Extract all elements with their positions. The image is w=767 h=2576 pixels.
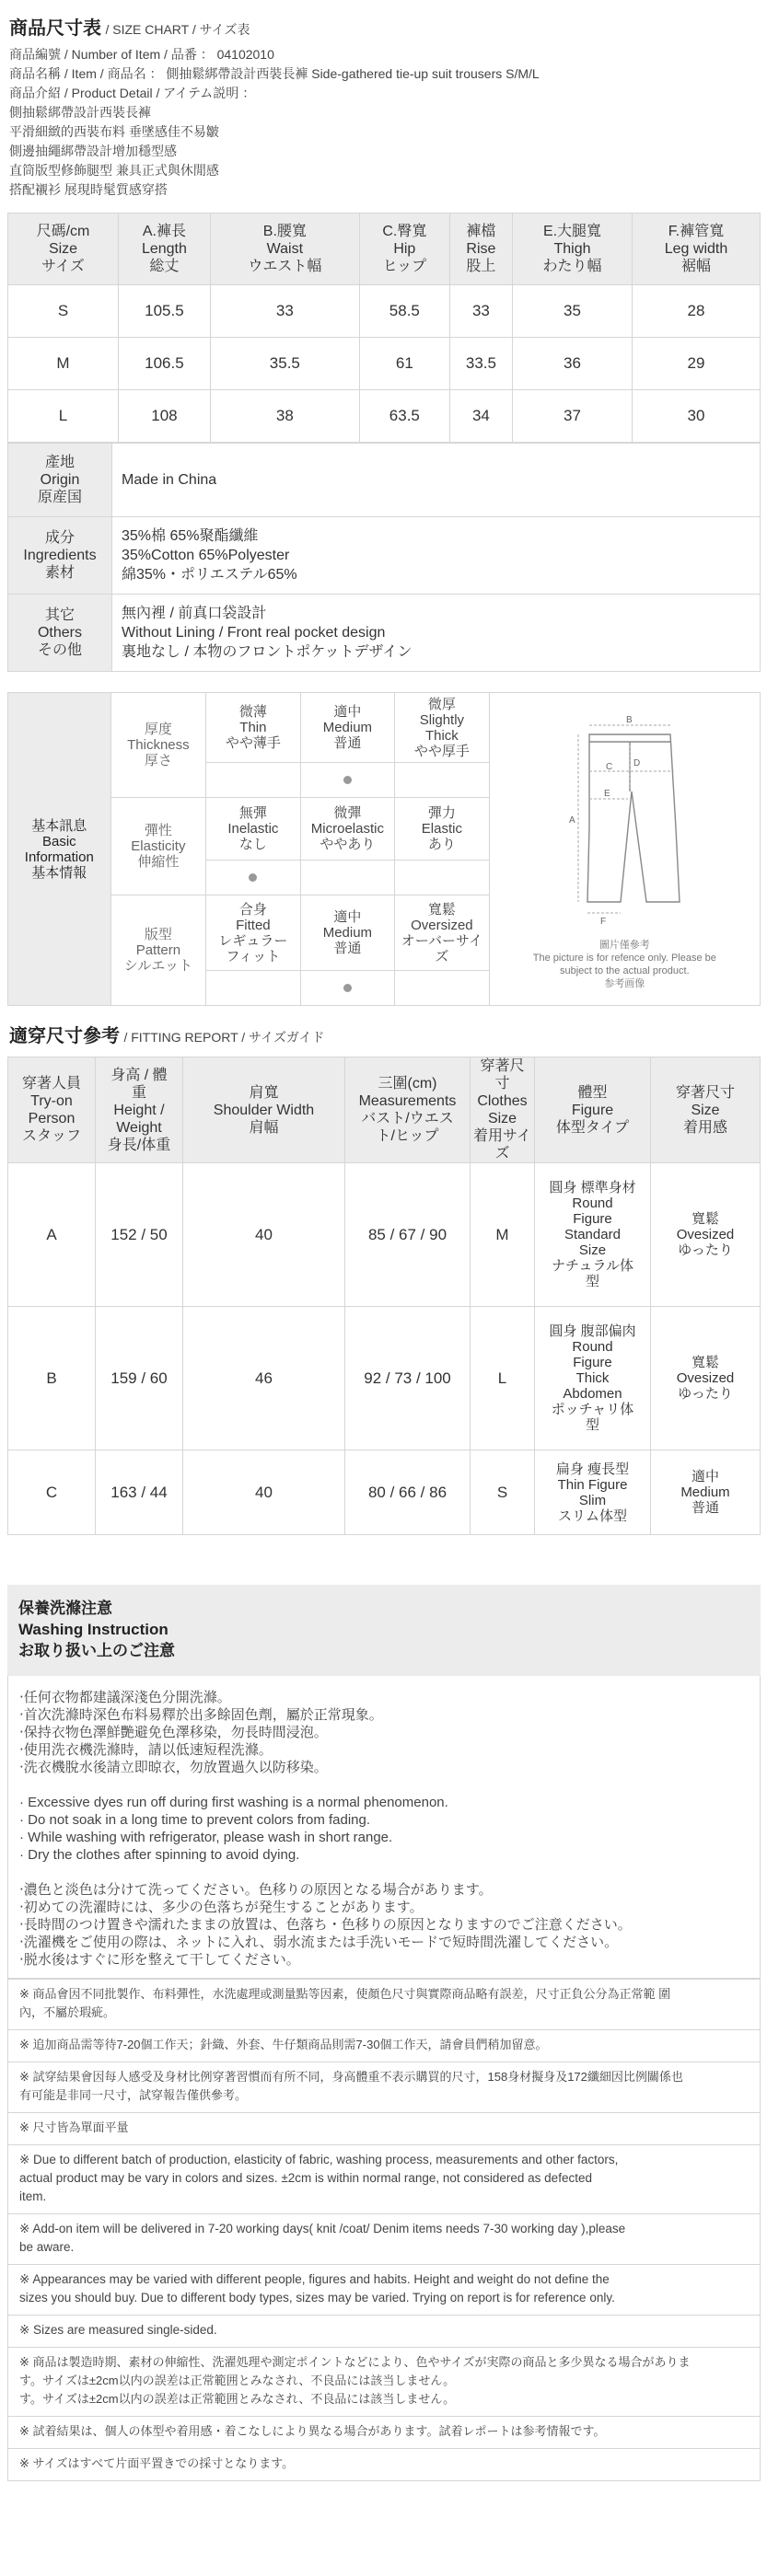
product-info [0,40,767,200]
thickness-selection-cell [395,763,490,798]
table-cell: S [8,285,119,338]
elasticity-option-inelastic: 無彈 Inelastic なし [206,798,301,861]
elasticity-label: 彈性 Elasticity 伸縮性 [110,798,206,895]
table-row [8,338,761,390]
table-cell: 35.5 [210,338,359,390]
fitting-report-table [7,1057,761,1535]
length-header: A.褲長 Length 総丈 [119,214,211,285]
rise-header: 褲檔 Rise 股上 [449,214,512,285]
basic-info-table [7,692,761,1006]
product-info-line: 商品編號 / Number of Item / 品番 ： 04102010 [9,47,274,62]
washing-line: ‧洗衣機脫水後請立即晾衣，勿放置過久以防移染。 [19,1760,328,1775]
ingredients-row [8,517,761,595]
thickness-option-thin: 微薄 Thin やや薄手 [206,693,301,763]
selected-dot-icon [343,984,352,992]
height-weight-header: 身高 / 體 重 Height / Weight 身長/体重 [96,1057,183,1163]
table-cell: 34 [449,390,512,443]
shoulder-width-cell: 40 [183,1163,345,1307]
pattern-selection-cell [206,971,301,1006]
selected-dot-icon [343,776,352,784]
elasticity-selection-cell [300,861,395,895]
table-cell: 36 [513,338,633,390]
notes-section [7,1979,761,2481]
pattern-selection-cell [395,971,490,1006]
elasticity-selection-cell [395,861,490,895]
height-weight-cell: 152 / 50 [96,1163,183,1307]
height-weight-cell: 159 / 60 [96,1307,183,1450]
figure-cell: 圓身 腹部偏肉 Round Figure Thick Abdomen ポッチャリ体 型 [535,1307,651,1450]
table-cell: 61 [359,338,449,390]
washing-line: ‧任何衣物都建議深淺色分開洗滌。 [19,1690,231,1705]
ingredients-value: 35%棉 65%聚酯纖維 35%Cotton 65%Polyester 綿35%・ポリエステル65% [112,517,761,595]
diagram-letter-b: B [626,714,633,725]
washing-line: ‧濃色と淡色は分けて洗ってください。色移りの原因となる場合があります。 [19,1882,493,1898]
pattern-label: 版型 Pattern シルエット [110,895,206,1006]
waist-header: B.腰寬 Waist ウエスト幅 [210,214,359,285]
washing-title-en: Washing Instruction [18,1621,169,1638]
elasticity-option-elastic: 彈力 Elastic あり [395,798,490,861]
table-cell: 29 [633,338,761,390]
table-cell: M [8,338,119,390]
diagram-letter-e: E [604,788,610,799]
size-feel-cell: 寬鬆 Ovesized ゆったり [651,1307,761,1450]
washing-line: ‧保持衣物色澤鮮艷避免色澤移染，勿長時間浸泡。 [19,1725,328,1740]
figure-cell: 圓身 標準身材 Round Figure Standard Size ナチュラル体 型 [535,1163,651,1307]
product-info-line: 直筒版型修飾腿型 兼具正式與休閒感 [9,163,219,178]
note-item: ※ サイズはすべて片面平置きでの採寸となります。 [8,2448,760,2480]
thickness-selection-cell [206,763,301,798]
table-row [8,285,761,338]
others-row [8,595,761,672]
ingredients-label: 成分 Ingredients 素材 [8,517,112,595]
table-cell: 35 [513,285,633,338]
size-feel-cell: 適中 Medium 普通 [651,1450,761,1535]
elasticity-option-microelastic: 微彈 Microelastic ややあり [300,798,395,861]
product-info-line: 側邊抽繩綁帶設計增加穩型感 [9,144,177,158]
pattern-option-fitted: 合身 Fitted レギュラー フィット [206,895,301,971]
others-value: 無內裡 / 前真口袋設計 Without Lining / Front real pocket design 裏地なし / 本物のフロントポケットデザイン [112,595,761,672]
shoulder-width-cell: 46 [183,1307,345,1450]
size-table-header-row [8,214,761,285]
washing-line: ‧首次洗滌時深色布料易釋於出多餘固色劑，屬於正常現象。 [19,1707,383,1723]
size-header: 尺碼/cm Size サイズ [8,214,119,285]
table-cell: 37 [513,390,633,443]
washing-instruction-body [7,1676,761,1979]
washing-line: · While washing with refrigerator, please wash in short range. [19,1830,393,1845]
diagram-caption: 圖片僅參考 The picture is for refence only. Please be subject to the actual product. 参考画像 [532,939,716,989]
table-row [8,1307,761,1450]
product-info-line: 側抽鬆綁帶設計西裝長褲 [9,105,151,120]
size-table [7,213,761,443]
washing-line: · Dry the clothes after spinning to avoid dying. [19,1847,300,1863]
pattern-option-oversized: 寬鬆 Oversized オーバーサイ ズ [395,895,490,971]
washing-line: · Do not soak in a long time to prevent colors from fading. [19,1812,371,1828]
others-label: 其它 Others その他 [8,595,112,672]
thickness-option-thick: 微厚 Slightly Thick やや厚手 [395,693,490,763]
note-item: ※ Due to different batch of production, elasticity of fabric, washing process, measurements and other factors, actual product may be vary in colors and sizes. ±2cm is within normal range, not considered as defected item. [8,2144,760,2213]
washing-line: ‧脱水後はすぐに形を整えて干してください。 [19,1952,300,1968]
fitting-report-header [0,1006,767,1047]
product-detail-table [7,443,761,672]
figure-cell: 扁身 瘦長型 Thin Figure Slim スリム体型 [535,1450,651,1535]
size-feel-cell: 寬鬆 Ovesized ゆったり [651,1163,761,1307]
washing-title-zh: 保養洗滌注意 [18,1600,112,1617]
measurements-cell: 85 / 67 / 90 [345,1163,471,1307]
thickness-option-medium: 適中 Medium 普通 [300,693,395,763]
washing-instruction-header [7,1585,761,1676]
table-cell: 28 [633,285,761,338]
note-item: ※ Add-on item will be delivered in 7-20 working days( knit /coat/ Denim items needs 7-30 working day ),please be aware. [8,2213,760,2264]
washing-line: · Excessive dyes run off during first washing is a normal phenomenon. [19,1795,448,1810]
height-weight-cell: 163 / 44 [96,1450,183,1535]
washing-line: ‧長時間のつけ置きや濡れたままの放置は、色落ち・色移りの原因となりますのでご注意ください。 [19,1917,632,1933]
try-on-person-cell: C [8,1450,96,1535]
table-row [8,1450,761,1535]
thickness-selection-cell [300,763,395,798]
fitting-report-title: 適穿尺寸參考 [9,1026,120,1046]
measurements-header: 三圍(cm) Measurements バスト/ウエス ト/ヒップ [345,1057,471,1163]
product-info-line: 搭配襯衫 展現時髦質感穿搭 [9,182,168,197]
note-item: ※ 試穿結果會因每人感受及身材比例穿著習慣而有所不同，身高體重不表示購買的尺寸，158身材擬身及172纖細因比例關係也 有可能是非同一尺寸，試穿報告僅供參考。 [8,2062,760,2112]
page-subtitle: / SIZE CHART / サイズ表 [105,22,250,37]
measurements-cell: 92 / 73 / 100 [345,1307,471,1450]
thigh-header: E.大腿寬 Thigh わたり幅 [513,214,633,285]
size-chart-header [0,0,767,40]
note-item: ※ 尺寸皆為單面平量 [8,2112,760,2144]
table-row [8,1163,761,1307]
note-item: ※ 商品は製造時期、素材の伸縮性、洗濯処理や測定ポイントなどにより、色やサイズが実際の商品と多少異なる場合がありま す。サイズは±2cm以内の誤差は正常範囲とみなされ、不良品には該当しません。 す。サイズは±2cm以内の誤差は正常範囲とみなされ、不良品には該当しません。 [8,2347,760,2416]
table-cell: 108 [119,390,211,443]
try-on-person-cell: A [8,1163,96,1307]
table-cell: 38 [210,390,359,443]
table-cell: 33.5 [449,338,512,390]
thickness-label: 厚度 Thickness 厚さ [110,693,206,798]
clothes-size-header: 穿著尺 寸 Clothes Size 着用サイ ズ [471,1057,535,1163]
page-title: 商品尺寸表 [9,18,101,39]
clothes-size-cell: L [471,1307,535,1450]
note-item: ※ 試着結果は、個人の体型や着用感・着こなしにより異なる場合があります。試着レポートは参考情報です。 [8,2416,760,2448]
try-on-person-header: 穿著人員 Try-on Person スタッフ [8,1057,96,1163]
washing-title-ja: お取り扱い上のご注意 [18,1642,175,1659]
basic-info-label: 基本訊息 Basic Information 基本情報 [8,693,111,1006]
product-info-line: 商品名稱 / Item / 商品名 ： 側抽鬆綁帶設計西裝長褲 Side-gathered tie-up suit trousers S/M/L [9,66,540,81]
washing-line: ‧洗濯機をご使用の際は、ネットに入れ、弱水流または手洗いモードで短時間洗濯してください。 [19,1935,619,1950]
trouser-diagram-icon [532,709,716,930]
fitting-report-subtitle: / FITTING REPORT / サイズガイド [123,1030,325,1045]
note-item: ※ Sizes are measured single-sided. [8,2315,760,2347]
figure-header: 體型 Figure 体型タイプ [535,1057,651,1163]
table-cell: 33 [210,285,359,338]
trouser-diagram-cell [489,693,760,1006]
table-cell: 106.5 [119,338,211,390]
measurements-cell: 80 / 66 / 86 [345,1450,471,1535]
clothes-size-cell: M [471,1163,535,1307]
pattern-selection-cell [300,971,395,1006]
origin-row [8,444,761,517]
table-row [8,390,761,443]
washing-line: ‧使用洗衣機洗滌時，請以低速短程洗滌。 [19,1742,273,1758]
diagram-letter-f: F [600,916,607,927]
try-on-person-cell: B [8,1307,96,1450]
hip-header: C.臀寬 Hip ヒップ [359,214,449,285]
diagram-letter-c: C [606,761,613,772]
thickness-row [8,693,761,763]
note-item: ※ 商品會因不同批製作、布料彈性，水洗處理或測量點等因素，使顏色尺寸與實際商品略有誤差，尺寸正負公分為正常範 圍 內，不屬於瑕疵。 [8,1979,760,2029]
note-item: ※ Appearances may be varied with different people, figures and habits. Height and weight do not define the sizes you should buy. Due to different body types, sizes may be varied. Trying on report is for reference only. [8,2264,760,2315]
product-info-line: 平滑細緻的西裝布料 垂墜感佳不易皺 [9,124,219,139]
table-cell: L [8,390,119,443]
table-cell: 105.5 [119,285,211,338]
washing-line: ‧初めての洗濯時には、多少の色落ちが発生することがあります。 [19,1900,424,1915]
leg-width-header: F.褲管寬 Leg width 裾幅 [633,214,761,285]
shoulder-width-cell: 40 [183,1450,345,1535]
table-cell: 58.5 [359,285,449,338]
table-cell: 30 [633,390,761,443]
table-cell: 63.5 [359,390,449,443]
elasticity-selection-cell [206,861,301,895]
size-feel-header: 穿著尺寸 Size 着用感 [651,1057,761,1163]
origin-label: 產地 Origin 原産国 [8,444,112,517]
note-item: ※ 追加商品需等待7-20個工作天；針織、外套、牛仔類商品則需7-30個工作天，請會員們稍加留意。 [8,2029,760,2062]
diagram-letter-a: A [569,814,575,826]
table-cell: 33 [449,285,512,338]
clothes-size-cell: S [471,1450,535,1535]
product-info-line: 商品介紹 / Product Detail / アイテム説明 ： [9,86,256,100]
fitting-header-row [8,1057,761,1163]
origin-value: Made in China [112,444,761,517]
shoulder-width-header: 肩寬 Shoulder Width 肩幅 [183,1057,345,1163]
selected-dot-icon [249,873,257,882]
diagram-letter-d: D [633,757,641,768]
pattern-option-medium: 適中 Medium 普通 [300,895,395,971]
